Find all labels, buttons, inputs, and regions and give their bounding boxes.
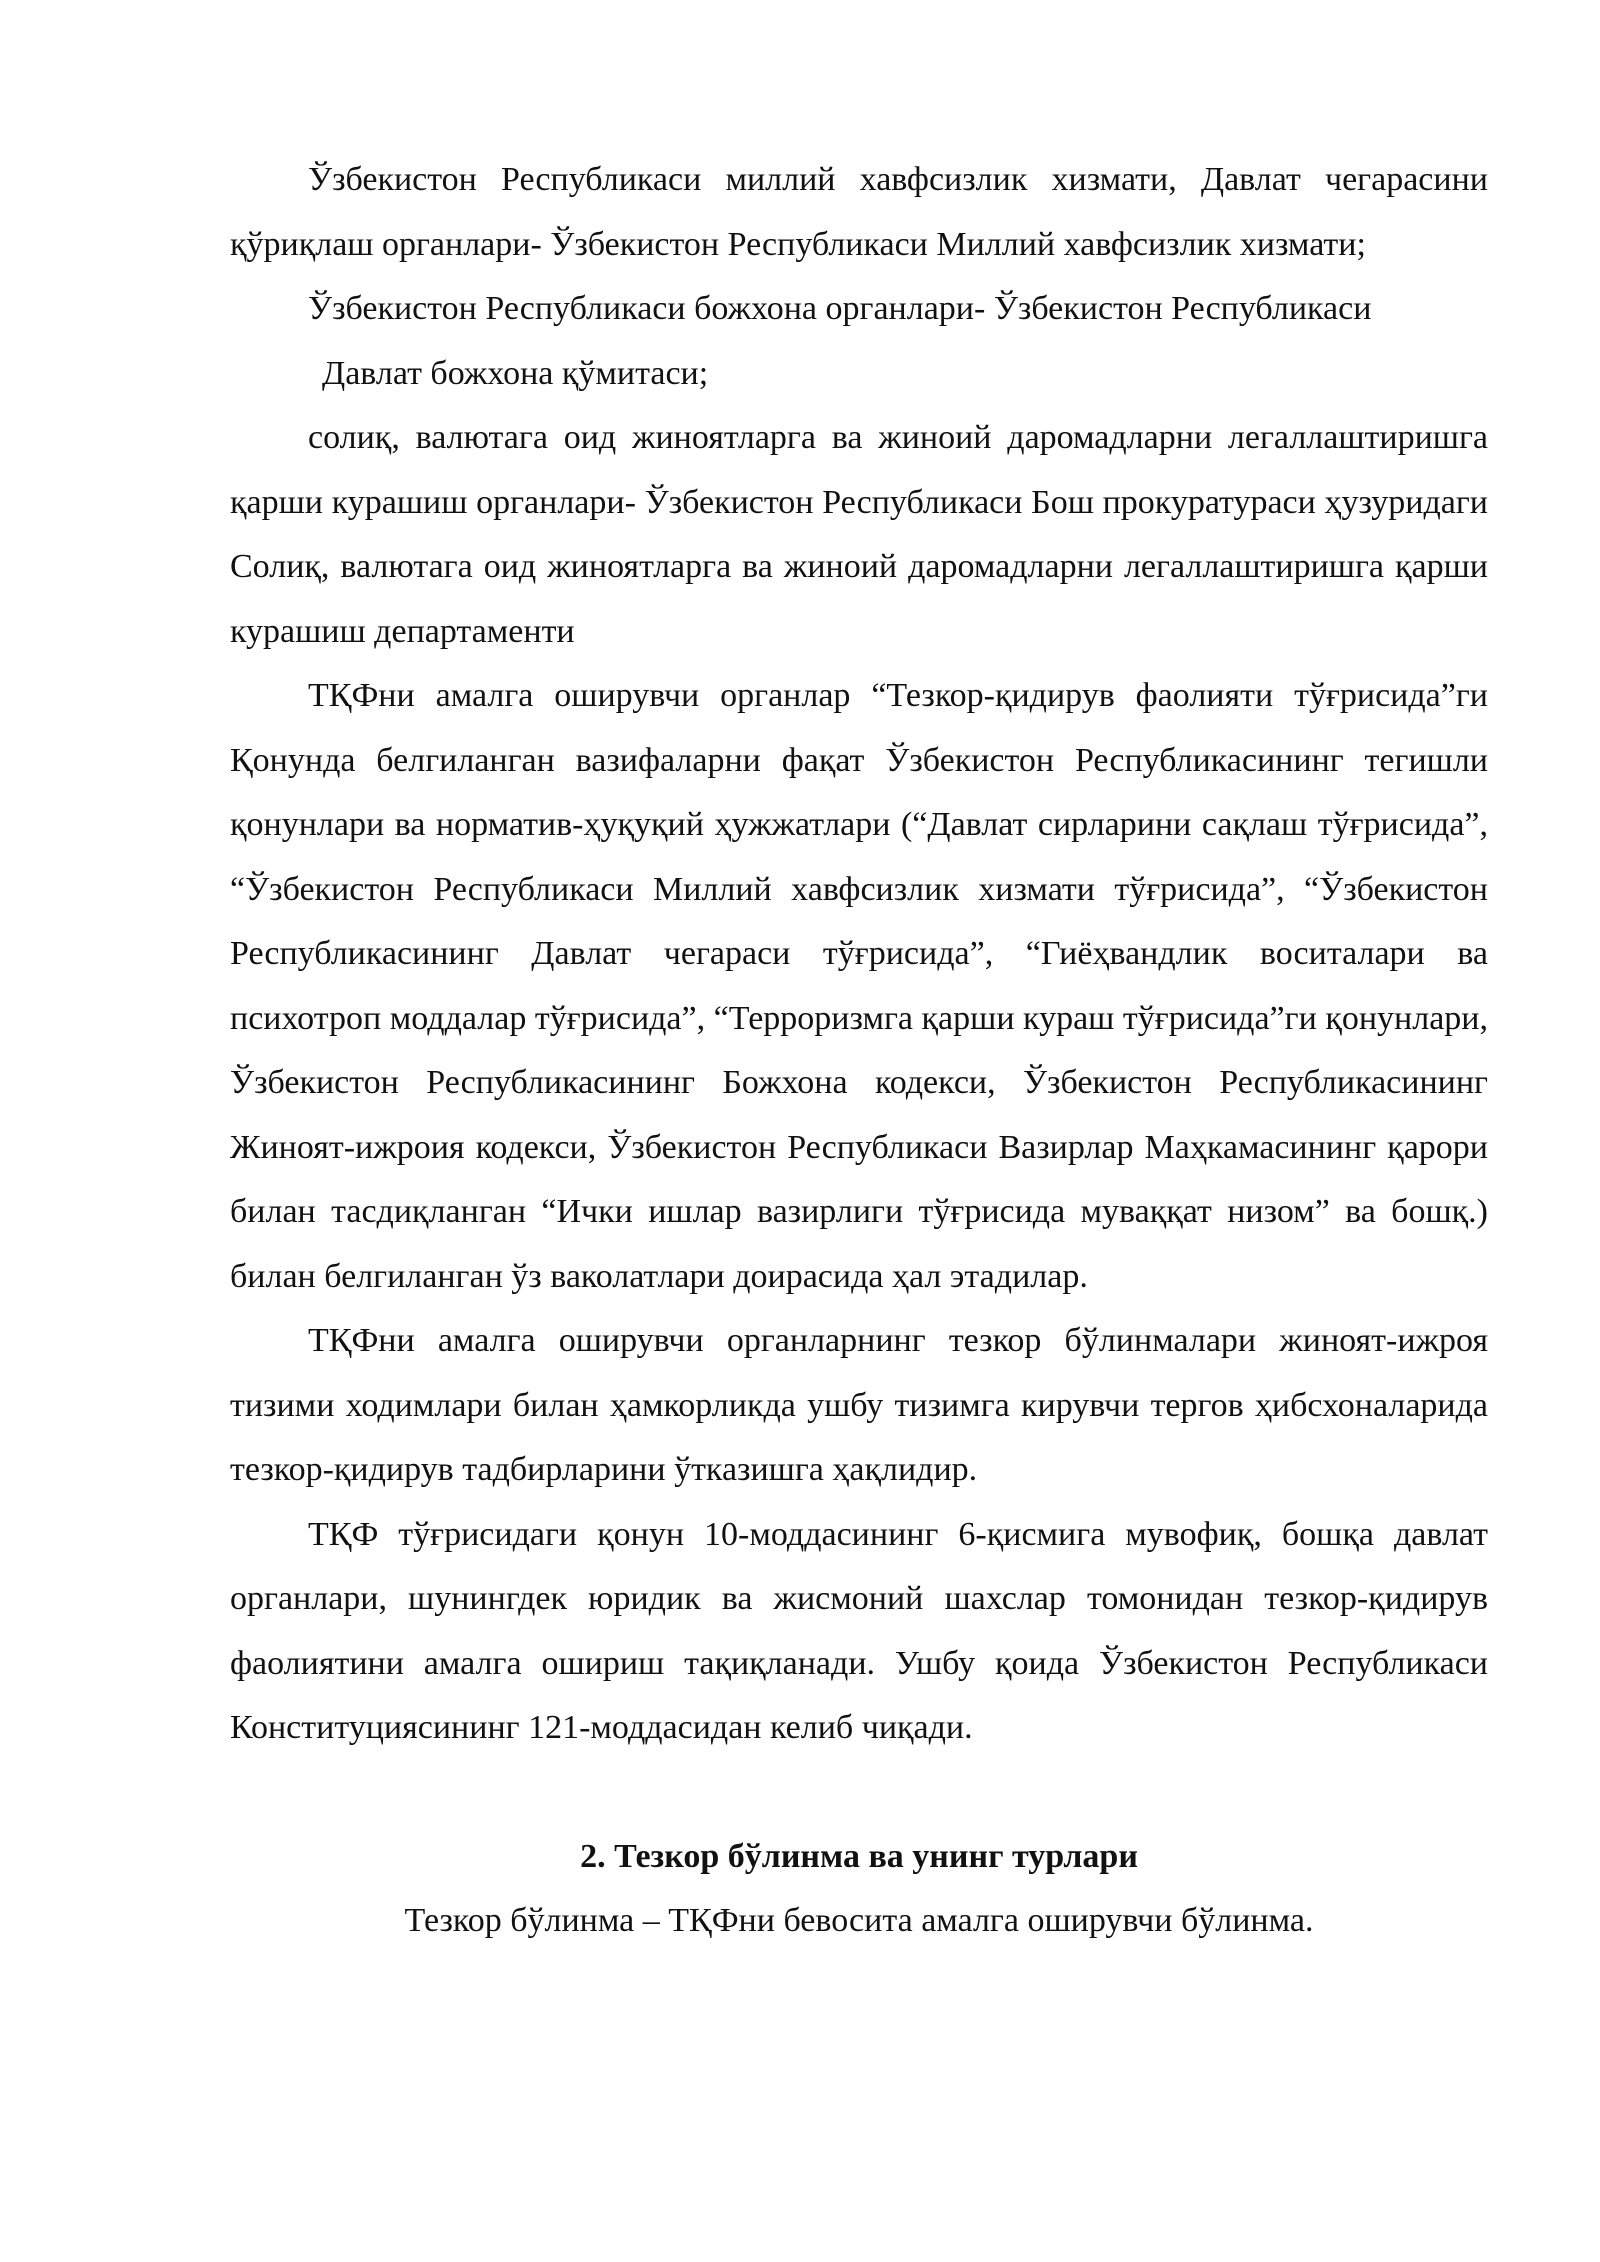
paragraph-customs-committee: Давлат божхона қўмитаси; [322,354,709,392]
section-heading: 2. Тезкор бўлинма ва унинг турлари [580,1837,1138,1875]
paragraph-operative-units: ТҚФни амалга оширувчи органларнинг тезкор бўлинмалари жиноят-ижроя тизими ходимлари билан ҳамкорликда ушбу тизимга кирувчи тергов ҳибсхоналарида тезкор-қидирув тадбирларини ўтказишга ҳақлидир. [230,1322,1488,1488]
paragraph-customs-bodies: Ўзбекистон Республикаси божхона органлари- Ўзбекистон Республикаси [308,290,1372,327]
section-spacer [230,1761,1488,1825]
paragraph-tkf-bodies-tasks: ТҚФни амалга оширувчи органлар “Тезкор-қидирув фаолияти тўғрисида”ги Қонунда белгиланган вазифаларни фақат Ўзбекистон Республикасининг тегишли қонунлари ва норматив-ҳуқуқий ҳужжатлари (“Давлат сирларини сақлаш тўғрисида”, “Ўзбекистон Республикаси Миллий хавфсизлик хизмати тўғрисида”, “Ўзбекистон Республикасининг Давлат чегараси тўғрисида”, “Гиёҳвандлик воситалари ва психотроп моддалар тўғрисида”, “Терроризмга қарши кураш тўғрисида”ги қонунлари, Ўзбекистон Республикасининг Божхона кодекси, Ўзбекистон Республикасининг Жиноят-ижроия кодекси, Ўзбекистон Республикаси Вазирлар Маҳкамасининг қарори билан тасдиқланган “Ички ишлар вазирлиги тўғрисида муваққат низом” ва бошқ.) билан белгиланган ўз ваколатлари доирасида ҳал этадилар. [230,677,1488,1295]
paragraph-tax-crimes-bodies: солиқ, валютага оид жиноятларга ва жиноий даромадларни легаллаштиришга қарши курашиш органлари- Ўзбекистон Республикаси Бош прокуратураси ҳузуридаги Солиқ, валютага оид жиноятларга ва жиноий даромадларни легаллаштиришга қарши курашиш департаменти [230,419,1488,650]
document-body [230,148,1488,1954]
paragraph-prohibition: ТҚФ тўғрисидаги қонун 10-моддасининг 6-қисмига мувофиқ, бошқа давлат органлари, шунингдек юридик ва жисмоний шахслар томонидан тезкор-қидирув фаолиятини амалга ошириш тақиқланади. Ушбу қоида Ўзбекистон Республикаси Конституциясининг 121-моддасидан келиб чиқади. [230,1515,1488,1746]
paragraph-security-service: Ўзбекистон Республикаси миллий хавфсизлик хизмати, Давлат чегарасини қўриқлаш органлари- Ўзбекистон Республикаси Миллий хавфсизлик хизмати; [230,161,1488,263]
definition-line: Тезкор бўлинма – ТҚФни бевосита амалга оширувчи бўлинма. [404,1902,1314,1939]
